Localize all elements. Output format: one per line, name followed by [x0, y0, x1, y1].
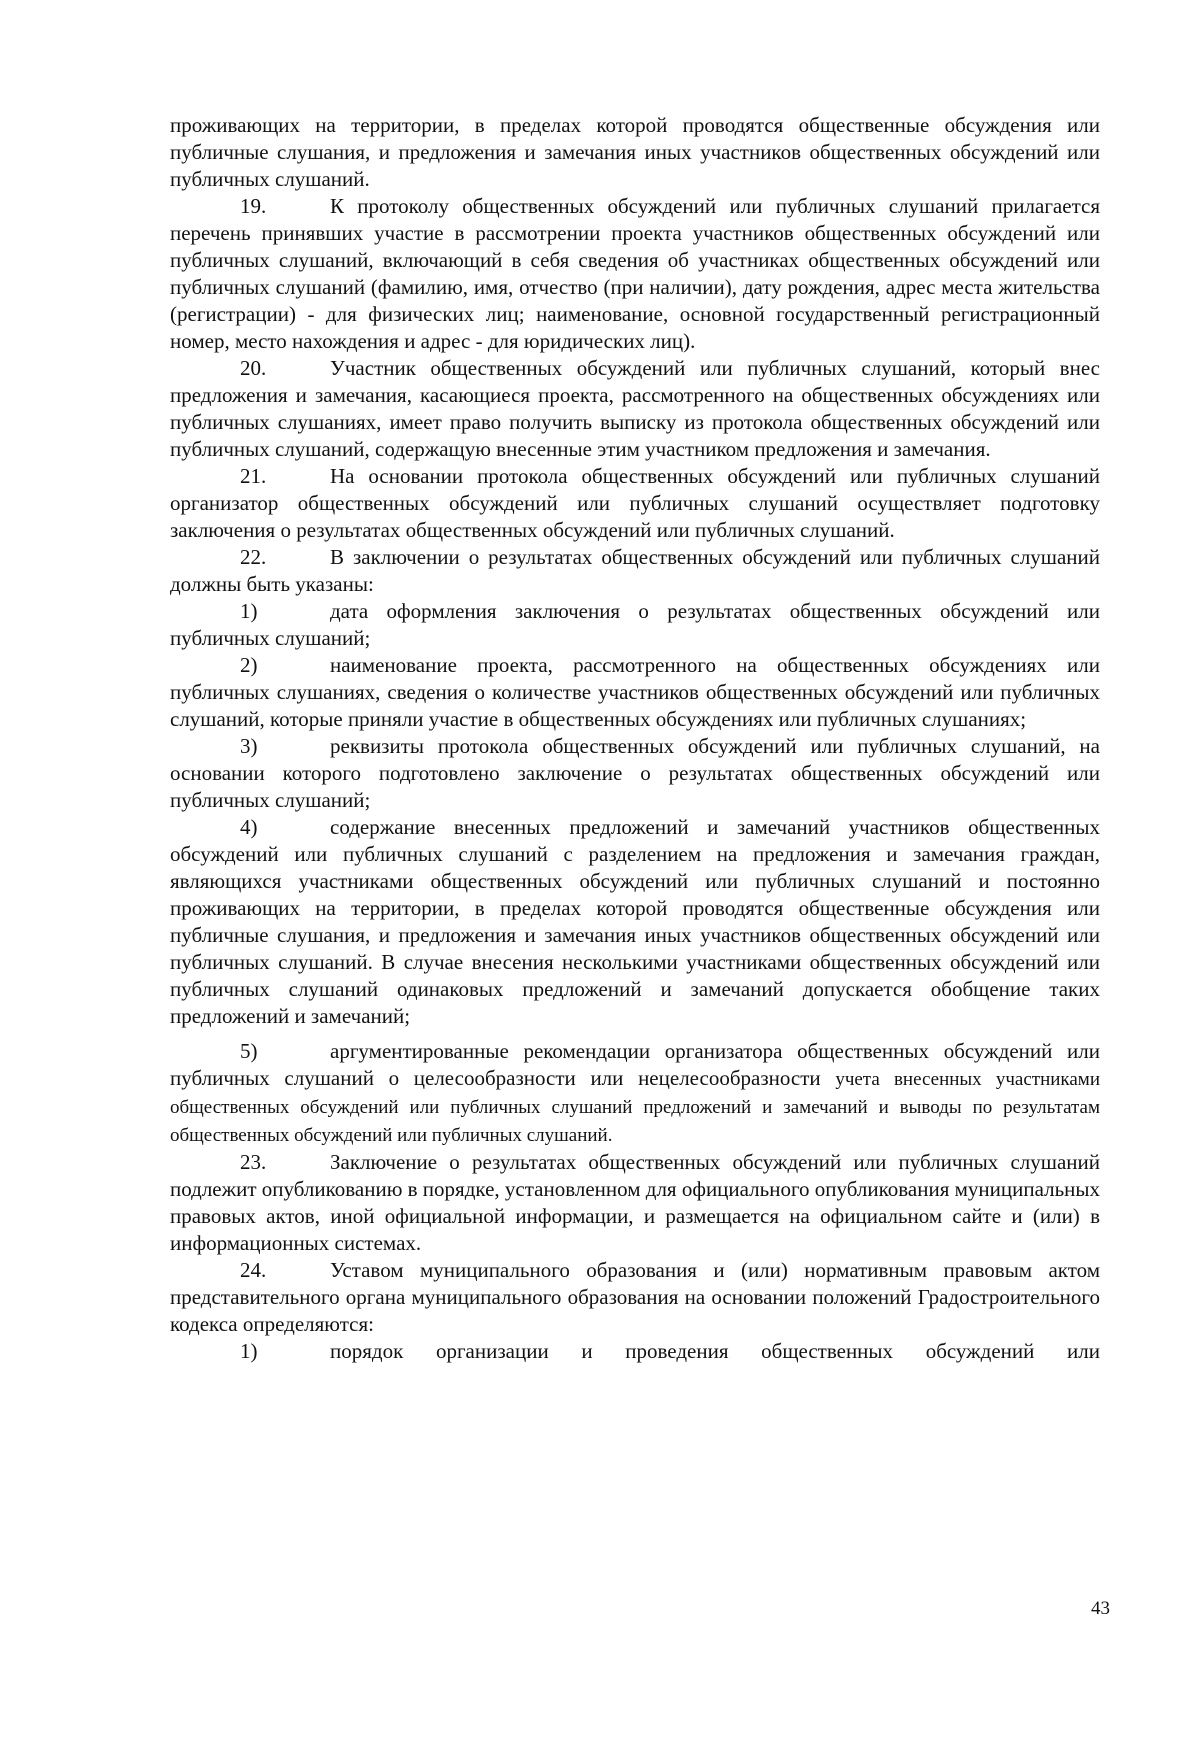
- list-item-number: 2): [240, 653, 258, 677]
- list-item-number: 5): [240, 1039, 258, 1063]
- paragraph-number: 24.: [240, 1258, 267, 1282]
- paragraph-19: [170, 193, 1100, 355]
- list-item-text-small: учета внесенных участниками общественных обсуждений или публичных слушаний предложений и замечаний и выводы по результатам общественных обсуждений или публичных слушаний.: [170, 1069, 1100, 1146]
- list-item-text: дата оформления заключения о результатах общественных обсуждений или публичных слушаний;: [170, 599, 1100, 650]
- paragraph-text: Заключение о результатах общественных обсуждений или публичных слушаний подлежит опубликованию в порядке, установленном для официального опубликования муниципальных правовых актов, иной официальной информации, и размещается на официальном сайте и (или) в информационных системах.: [170, 1150, 1101, 1255]
- paragraph-text: В заключении о результатах общественных обсуждений или публичных слушаний должны быть указаны:: [170, 545, 1100, 596]
- list-item-2: [170, 652, 1100, 733]
- paragraph-number: 22.: [240, 545, 267, 569]
- paragraph-number: 23.: [240, 1150, 267, 1174]
- paragraph-number: 20.: [240, 356, 267, 380]
- list-item-text: наименование проекта, рассмотренного на общественных обсуждениях или публичных слушаниях, сведения о количестве участников общественных обсуждений или публичных слушаний, которые приняли участие в общественных обсуждениях или публичных слушаниях;: [170, 653, 1100, 731]
- paragraph-20: [170, 355, 1100, 463]
- paragraph-number: 21.: [240, 464, 267, 488]
- list-item-24-1: [170, 1338, 1100, 1365]
- paragraph-23: [170, 1149, 1100, 1257]
- document-page: [170, 112, 1100, 1365]
- list-item-1: [170, 598, 1100, 652]
- paragraph-text: К протоколу общественных обсуждений или публичных слушаний прилагается перечень принявших участие в рассмотрении проекта участников общественных обсуждений или публичных слушаний, включающий в себя сведения об участниках общественных обсуждений или публичных слушаний (фамилию, имя, отчество (при наличии), дату рождения, адрес места жительства (регистрации) - для физических лиц; наименование, основной государственный регистрационный номер, место нахождения и адрес - для юридических лиц).: [170, 194, 1100, 353]
- list-item-number: 1): [240, 599, 258, 623]
- paragraph-text: На основании протокола общественных обсуждений или публичных слушаний организатор общественных обсуждений или публичных слушаний осуществляет подготовку заключения о результатах общественных обсуждений или публичных слушаний.: [170, 464, 1100, 542]
- paragraph-21: [170, 463, 1100, 544]
- list-item-3: [170, 733, 1100, 814]
- list-item-4: [170, 814, 1100, 1030]
- paragraph-22: [170, 544, 1100, 598]
- list-item-text: аргументированные рекомендации организатора общественных обсуждений или публичных слушаний о целесообразности или нецелесообразности: [170, 1039, 1100, 1090]
- list-item-text: реквизиты протокола общественных обсуждений или публичных слушаний, на основании которого подготовлено заключение о результатах общественных обсуждений или публичных слушаний;: [170, 734, 1100, 812]
- page-number: 43: [1091, 1598, 1110, 1619]
- paragraph-text: Уставом муниципального образования и (или) нормативным правовым актом представительного органа муниципального образования на основании положений Градостроительного кодекса определяются:: [170, 1258, 1100, 1336]
- paragraph-text: Участник общественных обсуждений или публичных слушаний, который внес предложения и замечания, касающиеся проекта, рассмотренного на общественных обсуждениях или публичных слушаниях, имеет право получить выписку из протокола общественных обсуждений или публичных слушаний, содержащую внесенные этим участником предложения и замечания.: [170, 356, 1100, 461]
- paragraph-number: 19.: [240, 194, 267, 218]
- list-item-5: [170, 1038, 1100, 1149]
- list-item-text: порядок организации и проведения общественных обсуждений или: [330, 1339, 1100, 1363]
- list-item-number: 3): [240, 734, 258, 758]
- list-item-text: содержание внесенных предложений и замечаний участников общественных обсуждений или публичных слушаний с разделением на предложения и замечания граждан, являющихся участниками общественных обсуждений или публичных слушаний и постоянно проживающих на территории, в пределах которой проводятся общественные обсуждения или публичные слушания, и предложения и замечания иных участников общественных обсуждений или публичных слушаний. В случае внесения несколькими участниками общественных обсуждений или публичных слушаний одинаковых предложений и замечаний допускается обобщение таких предложений и замечаний;: [170, 815, 1100, 1028]
- list-item-number: 4): [240, 815, 258, 839]
- list-item-number: 1): [240, 1339, 258, 1363]
- paragraph-continuation: проживающих на территории, в пределах которой проводятся общественные обсуждения или публичные слушания, и предложения и замечания иных участников общественных обсуждений или публичных слушаний.: [170, 113, 1100, 191]
- paragraph-24: [170, 1257, 1100, 1338]
